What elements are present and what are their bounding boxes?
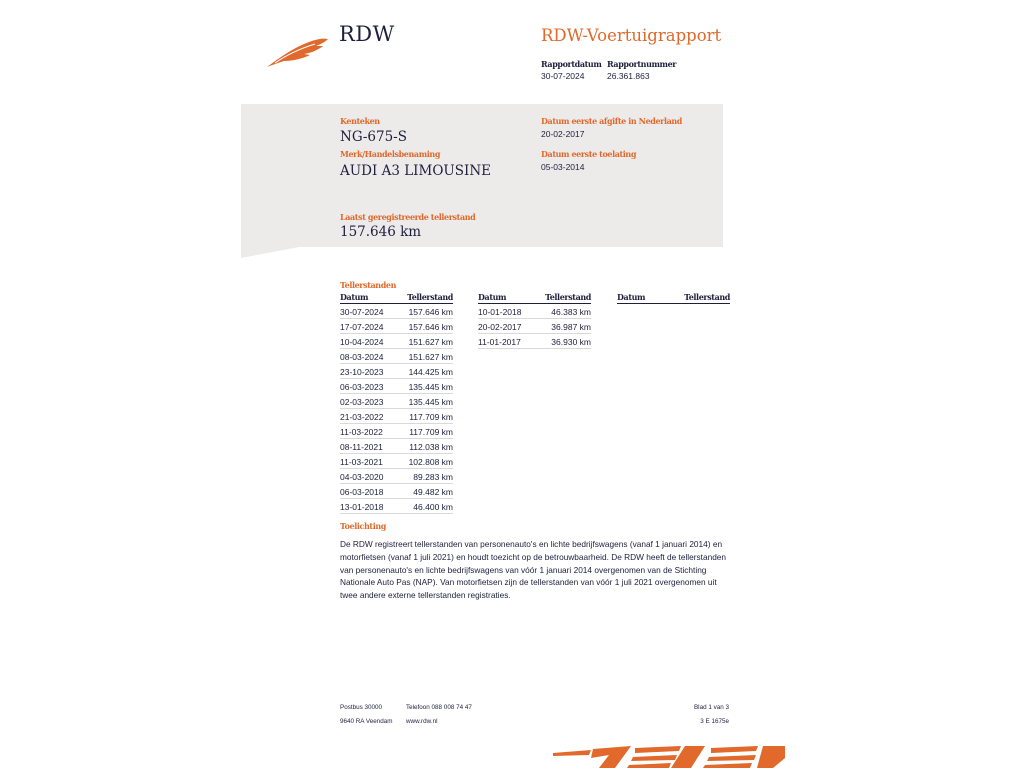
column-header-tellerstand: Tellerstand [545, 292, 591, 302]
tellerstanden-column-2 [478, 292, 591, 349]
table-row [340, 394, 453, 409]
rdw-logo-icon [265, 34, 329, 68]
table-header [617, 292, 730, 304]
row-tellerstand: 36.987 km [551, 322, 591, 332]
table-row [340, 484, 453, 499]
row-date: 10-04-2024 [340, 337, 384, 347]
table-row [340, 379, 453, 394]
row-tellerstand: 36.930 km [551, 337, 591, 347]
table-header [340, 292, 453, 304]
row-tellerstand: 46.383 km [551, 307, 591, 317]
table-row [478, 304, 591, 319]
row-tellerstand: 102.808 km [408, 457, 453, 467]
merk-label: Merk/Handelsbenaming [340, 149, 441, 159]
table-header [478, 292, 591, 304]
row-date: 21-03-2022 [340, 412, 384, 422]
row-date: 17-07-2024 [340, 322, 384, 332]
afgifte-label: Datum eerste afgifte in Nederland [541, 116, 682, 126]
row-date: 30-07-2024 [340, 307, 384, 317]
row-date: 11-03-2021 [340, 457, 383, 467]
report-title: RDW-Voertuigrapport [541, 26, 722, 45]
column-header-datum: Datum [478, 292, 507, 302]
row-date: 11-03-2022 [340, 427, 383, 437]
row-date: 11-01-2017 [478, 337, 521, 347]
row-date: 06-03-2023 [340, 382, 384, 392]
row-tellerstand: 157.646 km [408, 322, 453, 332]
row-date: 08-03-2024 [340, 352, 384, 362]
row-tellerstand: 49.482 km [413, 487, 453, 497]
row-date: 04-03-2020 [340, 472, 384, 482]
tellerstand-value: 157.646 km [340, 224, 422, 240]
table-row [340, 319, 453, 334]
toelating-value: 05-03-2014 [541, 162, 585, 172]
tellerstanden-title: Tellerstanden [340, 280, 397, 290]
row-tellerstand: 135.445 km [408, 397, 453, 407]
row-date: 13-01-2018 [340, 502, 384, 512]
column-header-datum: Datum [617, 292, 646, 302]
column-header-datum: Datum [340, 292, 369, 302]
rapportdatum-label: Rapportdatum [541, 59, 602, 69]
panel-notch [241, 247, 299, 258]
table-row [340, 424, 453, 439]
org-name: RDW [339, 22, 395, 46]
row-tellerstand: 46.400 km [413, 502, 453, 512]
table-row [340, 334, 453, 349]
table-row [340, 499, 453, 514]
row-tellerstand: 112.038 km [409, 442, 453, 452]
row-tellerstand: 151.627 km [408, 352, 453, 362]
table-row [478, 319, 591, 334]
tellerstanden-column-3 [617, 292, 730, 304]
kenteken-label: Kenteken [340, 116, 380, 126]
kenteken-value: NG-675-S [340, 129, 407, 145]
table-row [478, 334, 591, 349]
row-tellerstand: 89.283 km [413, 472, 453, 482]
row-tellerstand: 144.425 km [408, 367, 453, 377]
table-row [340, 304, 453, 319]
table-row [340, 364, 453, 379]
row-date: 20-02-2017 [478, 322, 522, 332]
toelichting-text: De RDW registreert tellerstanden van personenauto's en lichte bedrijfswagens (vanaf 1 januari 2014) en motorfietsen (vanaf 1 juli 2021) en houdt toezicht op de betrouwbaarheid. De RDW heeft de tellerstanden van personenauto's en lichte bedrijfswagens van vóór 1 januari 2014 overgenomen van de Stichting Nationale Auto Pas (NAP). Van motorfietsen zijn de tellerstanden van vóór 1 juli 2021 overgenomen uit twee andere externe tellerstanden registraties. [340, 539, 727, 601]
table-row [340, 409, 453, 424]
footer-telefoon: Telefoon 088 008 74 47 [406, 704, 472, 711]
table-row [340, 349, 453, 364]
merk-value: AUDI A3 LIMOUSINE [340, 163, 492, 179]
footer-postcode: 9640 RA Veendam [340, 718, 393, 725]
row-tellerstand: 151.627 km [408, 337, 453, 347]
row-date: 08-11-2021 [340, 442, 383, 452]
toelichting-title: Toelichting [340, 521, 386, 531]
footer-website[interactable]: www.rdw.nl [406, 718, 438, 725]
footer-code: 3 E 1675e [700, 718, 729, 725]
column-header-tellerstand: Tellerstand [684, 292, 730, 302]
toelating-label: Datum eerste toelating [541, 149, 637, 159]
footer-postbus: Postbus 30000 [340, 704, 383, 711]
footer-page-number: Blad 1 van 3 [693, 704, 729, 711]
rapportnummer-label: Rapportnummer [607, 59, 677, 69]
row-tellerstand: 135.445 km [408, 382, 453, 392]
afgifte-value: 20-02-2017 [541, 129, 585, 139]
row-tellerstand: 157.646 km [408, 307, 453, 317]
row-date: 23-10-2023 [340, 367, 384, 377]
row-date: 06-03-2018 [340, 487, 384, 497]
table-row [340, 439, 453, 454]
rapportdatum-value: 30-07-2024 [541, 71, 585, 81]
row-date: 10-01-2018 [478, 307, 522, 317]
rapportnummer-value: 26.361.863 [607, 71, 650, 81]
table-row [340, 454, 453, 469]
row-date: 02-03-2023 [340, 397, 384, 407]
row-tellerstand: 117.709 km [409, 412, 453, 422]
tellerstanden-column-1 [340, 292, 453, 514]
tellerstand-label: Laatst geregistreerde tellerstand [340, 212, 476, 222]
table-row [340, 469, 453, 484]
row-tellerstand: 117.709 km [409, 427, 453, 437]
column-header-tellerstand: Tellerstand [407, 292, 453, 302]
rdw-stripes-icon [553, 746, 785, 768]
